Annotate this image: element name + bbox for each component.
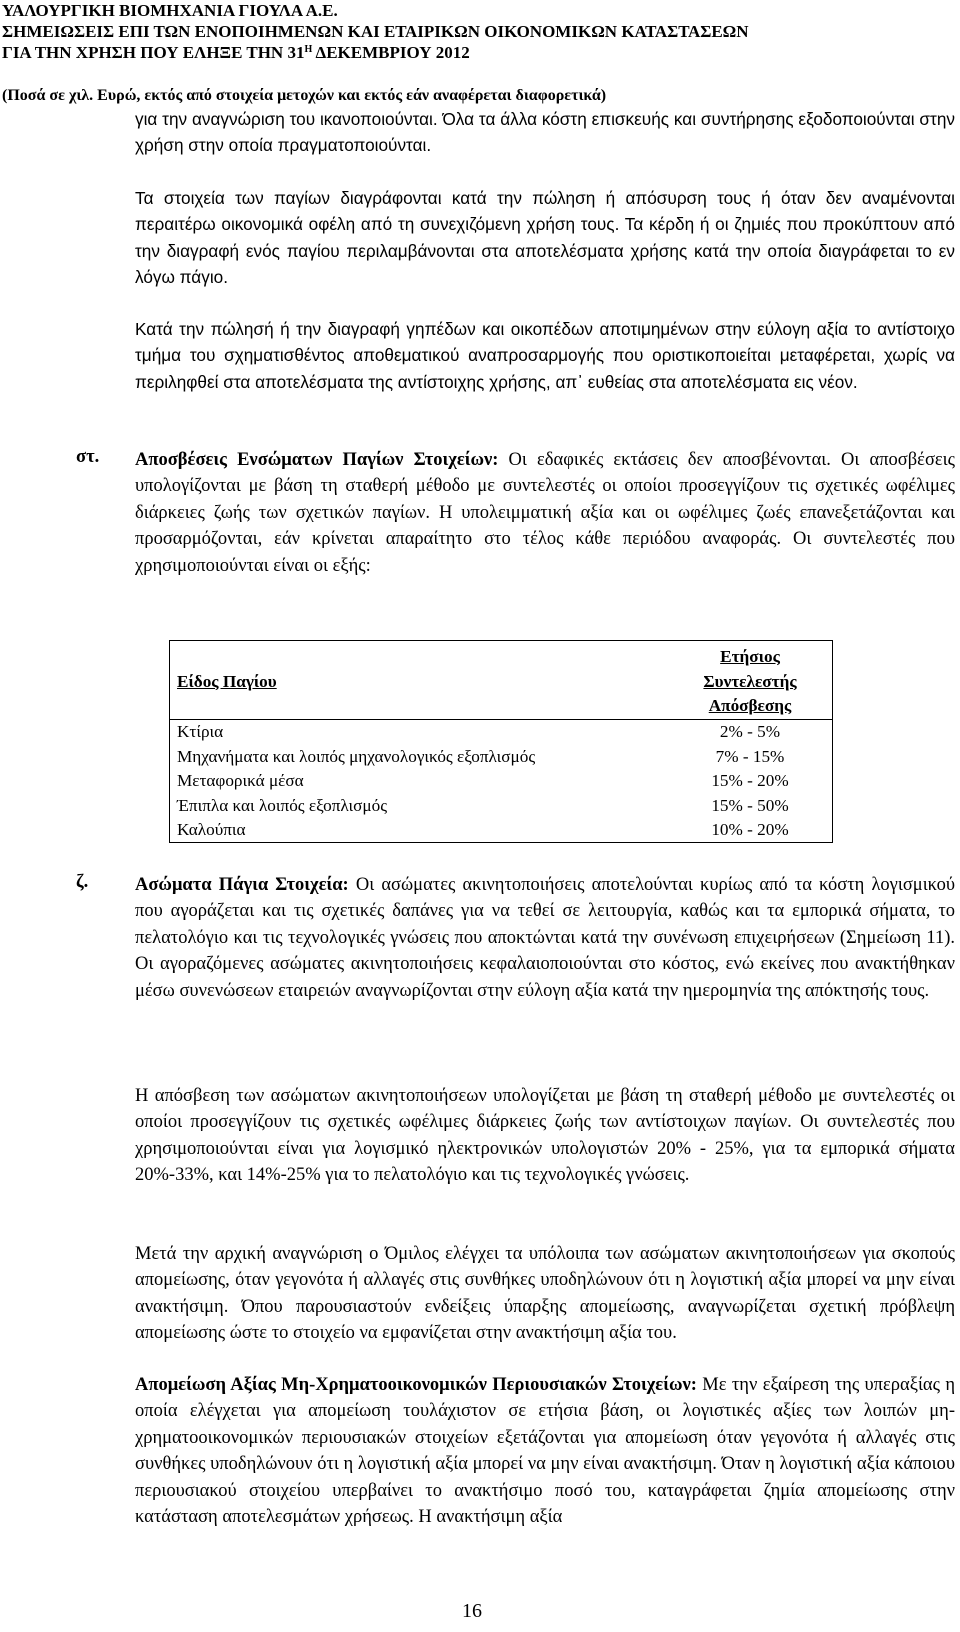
paragraph-intangibles-impairment: Μετά την αρχική αναγνώριση ο Όμιλος ελέγχει τα υπόλοιπα των ασώματων ακινητοποιήσεων για σκοπούς απομείωσης, όταν γεγονότα ή αλλαγές στις συνθήκες υποδηλώνουν ότι η λογιστική αξία μπορεί να μην είναι ανακτήσιμη. Όπου παρουσιαστούν ενδείξεις ύπαρξης απομείωσης, αναγνωρίζεται σχετική πρόβλεψη απομείωσης ώστε το στοιχείο να εμφανίζεται στην ανακτήσιμη αξία του. <box>135 1244 955 1344</box>
period-line <box>2 44 470 61</box>
asset-name: Μεταφορικά μέσα <box>177 771 304 790</box>
asset-name: Μηχανήματα και λοιπός μηχανολογικός εξοπλισμός <box>177 746 536 766</box>
company-name: ΥΑΛΟΥΡΓΙΚΗ ΒΙΟΜΗΧΑΝΙΑ ΓΙΟΥΛΑ Α.Ε. <box>2 1 338 20</box>
rate-header-line-3: Απόσβεσης <box>708 696 792 716</box>
section-depreciation <box>135 447 955 579</box>
asset-name: Καλούπια <box>177 820 246 839</box>
page-number: 16 <box>462 1600 482 1622</box>
table-row <box>173 794 829 819</box>
section-heading-impairment: Απομείωση Αξίας Μη-Χρηματοοικονομικών Περιουσιακών Στοιχείων: <box>135 1375 697 1395</box>
period-prefix: ΓΙΑ ΤΗΝ ΧΡΗΣΗ ΠΟΥ ΕΛΗΞΕ ΤΗΝ 31 <box>2 43 305 62</box>
asset-rate: 10% - 20% <box>711 820 789 839</box>
section-text-impairment: Με την εξαίρεση της υπεραξίας η οποία ελέγχεται για απομείωση τουλάχιστον σε ετήσια βάση, οι λογιστικές αξίες των λοιπών μη-χρηματοοικονομικών περιουσιακών στοιχείων εξετάζονται για απομείωση όταν γεγονότα ή αλλαγές στις συνθήκες υποδηλώνουν ότι η λογιστική αξία μπορεί να μην είναι ανακτήσιμη. Όταν η λογιστική αξία κάποιου περιουσιακού στοιχείου υπερβαίνει το ανακτήσιμο ποσό του, καταγράφεται ζημία απομείωσης στην κατάσταση αποτελεσμάτων χρήσεως. Η ανακτήσιμη αξία <box>135 1375 955 1528</box>
column-header-asset-type: Είδος Παγίου <box>177 671 277 691</box>
paragraph-continuation: για την αναγνώριση του ικανοποιούνται. Όλα τα άλλα κόστη επισκευής και συντήρησης εξοδοποιούνται στην χρήση στην οποία πραγματοποιούνται. <box>135 109 955 156</box>
section-heading-intangibles: Ασώματα Πάγια Στοιχεία: <box>135 875 349 895</box>
period-suffix: ΔΕΚΕΜΒΡΙΟΥ 2012 <box>312 43 470 62</box>
section-text-intangibles: Οι ασώματες ακινητοποιήσεις αποτελούνται κυρίως από τα κόστη λογισμικού που αγοράζεται και τις σχετικές δαπάνες για να τεθεί σε λειτουργία, καθώς και τα εμπορικά σήματα, το πελατολόγιο και τις τεχνολογικές γνώσεις που αποκτώνται κατά την συνένωση επιχειρήσεων (Σημείωση 11). Οι αγοραζόμενες ασώματες ακινητοποιήσεις κεφαλαιοποιούνται στο κόστος, ενώ εκείνες που ανακτήθηκαν μέσω συνενώσεων εταιρειών αναγνωρίζονται στην εύλογη αξία κατά την ημερομηνία της απόκτησής τους. <box>135 875 956 1001</box>
asset-rate: 15% - 20% <box>711 771 789 790</box>
table-row <box>173 818 829 843</box>
paragraph-land-sale: Κατά την πώλησή ή την διαγραφή γηπέδων και οικοπέδων αποτιμημένων στην εύλογη αξία το αντίστοιχο τμήμα του σχηματισθέντος αποθεματικού αναπροσαρμογής που οριστικοποιείται μεταφέρεται, χωρίς να περιληφθεί στα αποτελέσματα της αντίστοιχης χρήσης, απ᾽ ευθείας στα αποτελέσματα εις νέον. <box>135 319 955 392</box>
section-heading-depreciation: Αποσβέσεις Ενσώματων Παγίων Στοιχείων: <box>135 450 499 470</box>
paragraph-intangibles-amortization: Η απόσβεση των ασώματων ακινητοποιήσεων υπολογίζεται με βάση τη σταθερή μέθοδο με συντελεστές οι οποίοι προσεγγίζουν τις σχετικές ωφέλιμες διάρκειες ζωής των αντίστοιχων παγίων. Οι συντελεστές που χρησιμοποιούνται είναι για λογισμικό ηλεκτρονικών υπολογιστών 20% - 25%, για τα εμπορικά σήματα 20%-33%, και 14%-25% για το πελατολόγιο και τις τεχνολογικές γνώσεις. <box>135 1086 955 1186</box>
section-intangibles <box>135 872 955 1004</box>
amounts-note: (Ποσά σε χιλ. Ευρώ, εκτός από στοιχεία μετοχών και εκτός εάν αναφέρεται διαφορετικά) <box>2 87 607 104</box>
table-row <box>173 745 829 770</box>
table-header-row <box>173 644 829 720</box>
asset-rate: 15% - 50% <box>711 795 789 815</box>
asset-rate: 2% - 5% <box>719 722 781 741</box>
depreciation-table <box>173 644 829 843</box>
notes-title: ΣΗΜΕΙΩΣΕΙΣ ΕΠΙ ΤΩΝ ΕΝΟΠΟΙΗΜΕΝΩΝ ΚΑΙ ΕΤΑΙΡΙΚΩΝ ΟΙΚΟΝΟΜΙΚΩΝ ΚΑΤΑΣΤΑΣΕΩΝ <box>2 22 749 41</box>
asset-name: Κτίρια <box>177 722 224 741</box>
table-row <box>173 769 829 794</box>
rate-header-line-1: Ετήσιος <box>720 647 780 667</box>
paragraph-derecognition: Τα στοιχεία των παγίων διαγράφονται κατά την πώληση ή απόσυρση τους ή όταν δεν αναμένονται περαιτέρω οικονομικά οφέλη από τη συνεχιζόμενη χρήση τους. Τα κέρδη ή οι ζημιές που προκύπτουν από την διαγραφή ενός παγίου περιλαμβάνονται στα αποτελέσματα χρήσης κατά την οποία διαγράφεται το εν λόγω πάγιο. <box>135 188 955 287</box>
section-marker-z: ζ. <box>76 872 89 892</box>
period-superscript: Η <box>304 44 313 55</box>
column-header-rate <box>671 644 829 720</box>
rate-header-line-2: Συντελεστής <box>703 671 797 691</box>
table-row <box>173 720 829 745</box>
section-text-depreciation: Οι εδαφικές εκτάσεις δεν αποσβένονται. Οι αποσβέσεις υπολογίζονται με βάση τη σταθερή μέθοδο με συντελεστές οι οποίοι προσεγγίζουν τις σχετικές ωφέλιμες διάρκειες ζωής των σχετικών παγίων. Η υπολειμματική αξία και οι ωφέλιμες ζωές επανεξετάζονται και προσαρμόζονται, εάν κρίνεται απαραίτητο στο τέλος κάθε περιόδου αναφοράς. Οι συντελεστές που χρησιμοποιούνται είναι οι εξής: <box>135 450 955 576</box>
section-impairment <box>135 1372 955 1530</box>
asset-rate: 7% - 15% <box>715 746 785 766</box>
asset-name: Έπιπλα και λοιπός εξοπλισμός <box>177 795 388 815</box>
section-marker-st: στ. <box>76 447 100 467</box>
